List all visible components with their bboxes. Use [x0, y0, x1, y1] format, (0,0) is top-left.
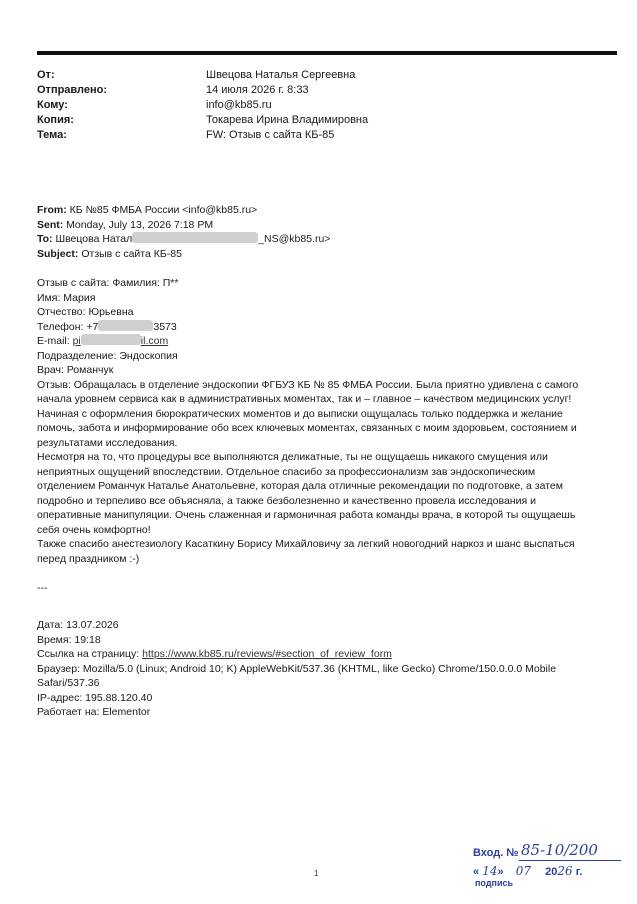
stamp-year-suffix: 26: [557, 864, 573, 878]
fwd-subject: [37, 247, 617, 262]
fwd-sent-label: Sent:: [37, 218, 64, 231]
redaction-block: [132, 232, 258, 243]
meta-browser: Браузер: Mozilla/5.0 (Linux; Android 10; K) AppleWebKit/537.36 (KHTML, like Gecko) Chrome/150.0.0.0 Mobile: [37, 662, 557, 675]
email-label: E-mail:: [37, 335, 73, 347]
meta-link: [37, 647, 617, 662]
stamp-underline: [519, 860, 621, 861]
sent-label: Отправлено:: [37, 84, 108, 96]
to-label: Кому:: [37, 99, 68, 111]
stamp-date-line: « 14» 07 2026 г.: [473, 864, 583, 878]
submission-meta: [37, 618, 617, 720]
review-line: Отзыв с сайта: Фамилия: П**: [37, 277, 179, 289]
redaction-block: [98, 320, 153, 331]
fwd-to-value-end: _NS@kb85.ru>: [258, 233, 331, 245]
review-line: Имя: Мария: [37, 291, 96, 304]
review-text-line: результатами исследования.: [37, 436, 178, 449]
meta-time: Время: 19:18: [37, 633, 101, 646]
review-text-line: неприятных ощущений впоследствии. Отдельное спасибо за профессионализм зав эндоскопическим: [37, 465, 536, 478]
review-line: Подразделение: Эндоскопия: [37, 349, 178, 362]
review-text-line: подробно и терпеливо все объясняла, а также безболезненно и качественно провела исследования и: [37, 494, 536, 507]
review-body: [37, 276, 617, 595]
fwd-from: [37, 203, 617, 218]
meta-ip: IP-адрес: 195.88.120.40: [37, 691, 153, 704]
fwd-sent-value: Monday, July 13, 2026 7:18 PM: [66, 218, 214, 231]
stamp-g: г.: [575, 866, 583, 878]
email-end[interactable]: il.com: [140, 335, 169, 347]
phone-start: Телефон: +7: [37, 320, 99, 333]
stamp-day: 14: [482, 864, 498, 878]
fwd-subject-label: Subject:: [37, 247, 79, 260]
stamp-sign-label: подпись: [475, 878, 514, 888]
review-phone: [37, 320, 617, 335]
fwd-subject-value: Отзыв с сайта КБ-85: [81, 247, 182, 260]
meta-date: Дата: 13.07.2026: [37, 619, 119, 631]
link-label: Ссылка на страницу:: [37, 648, 143, 660]
forwarded-header: [37, 203, 617, 261]
fwd-to: [37, 232, 617, 247]
review-text-line: Начиная с оформления бюрократических моментов и до выписки ощущалась только поддержка и желание: [37, 407, 563, 420]
fwd-to-label: To:: [37, 233, 53, 245]
review-text-line: Отзыв: Обращалась в отделение эндоскопии ФГБУЗ КБ № 85 ФМБА России. Была приятно удивлена с самого: [37, 378, 579, 391]
stamp-in-label: Вход. №: [473, 847, 519, 859]
page-link[interactable]: https://www.kb85.ru/reviews/#section_of_review_form: [142, 648, 392, 660]
fwd-from-value: КБ №85 ФМБА России <info@kb85.ru>: [69, 204, 258, 216]
header-divider: [37, 51, 617, 55]
fwd-sent: [37, 218, 617, 233]
from-value: Швецова Наталья Сергеевна: [206, 69, 356, 81]
review-line: Отчество: Юрьевна: [37, 306, 134, 318]
review-text-line: оперативные манипуляции. Очень слаженная и гармоничная работа команды врача, в которой ты ощущаешь: [37, 509, 576, 521]
fwd-to-value-start: Швецова Натал: [55, 233, 133, 245]
email-start[interactable]: pi: [72, 335, 81, 347]
sent-value: 14 июля 2026 г. 8:33: [206, 84, 309, 96]
review-text-line: перед праздником :-): [37, 552, 140, 565]
review-text-line: Также спасибо анестезиологу Касаткину Борису Михайловичу за легкий новогодний наркоз и шанс выспаться: [37, 538, 575, 550]
from-label: От:: [37, 69, 55, 81]
incoming-stamp: [473, 843, 623, 893]
to-value: info@kb85.ru: [206, 99, 272, 111]
redaction-block: [81, 334, 141, 345]
review-email: [37, 334, 617, 349]
meta-browser-cont: Safari/537.36: [37, 677, 100, 689]
spacer: [37, 566, 617, 581]
subject-value: FW: Отзыв с сайта КБ-85: [206, 129, 335, 141]
review-text-line: себя очень комфортно!: [37, 523, 151, 536]
subject-label: Тема:: [37, 129, 67, 141]
stamp-month: 07: [515, 864, 531, 878]
review-line: Врач: Романчук: [37, 364, 114, 376]
stamp-year-prefix: 20: [545, 866, 558, 878]
review-text-line: помочь, забота и информирование обо всех ключевых моментах, связанных с моим здоровьем, состоянием и: [37, 422, 577, 434]
cc-label: Копия:: [37, 114, 74, 126]
separator: ---: [37, 581, 48, 594]
stamp-in-number: 85-10/200: [521, 841, 598, 859]
page-number: 1: [314, 869, 319, 878]
review-text-line: начала уровнем сервиса как в административных моментах, так и – главное – качеством медицинских услуг!: [37, 393, 572, 405]
review-text-line: Несмотря на то, что процедуры все выполняются деликатные, ты не ощущаешь никакого смущения или: [37, 451, 548, 463]
review-text-line: отделением Романчук Наталье Анатольевне, которая дала отличные рекомендации по подготовке, а затем: [37, 480, 563, 492]
cc-value: Токарева Ирина Владимировна: [206, 114, 369, 126]
fwd-from-label: From:: [37, 204, 67, 216]
stamp-quote-open: «: [473, 866, 480, 878]
phone-end: 3573: [153, 320, 177, 333]
meta-works-on: Работает на: Elementor: [37, 706, 151, 718]
